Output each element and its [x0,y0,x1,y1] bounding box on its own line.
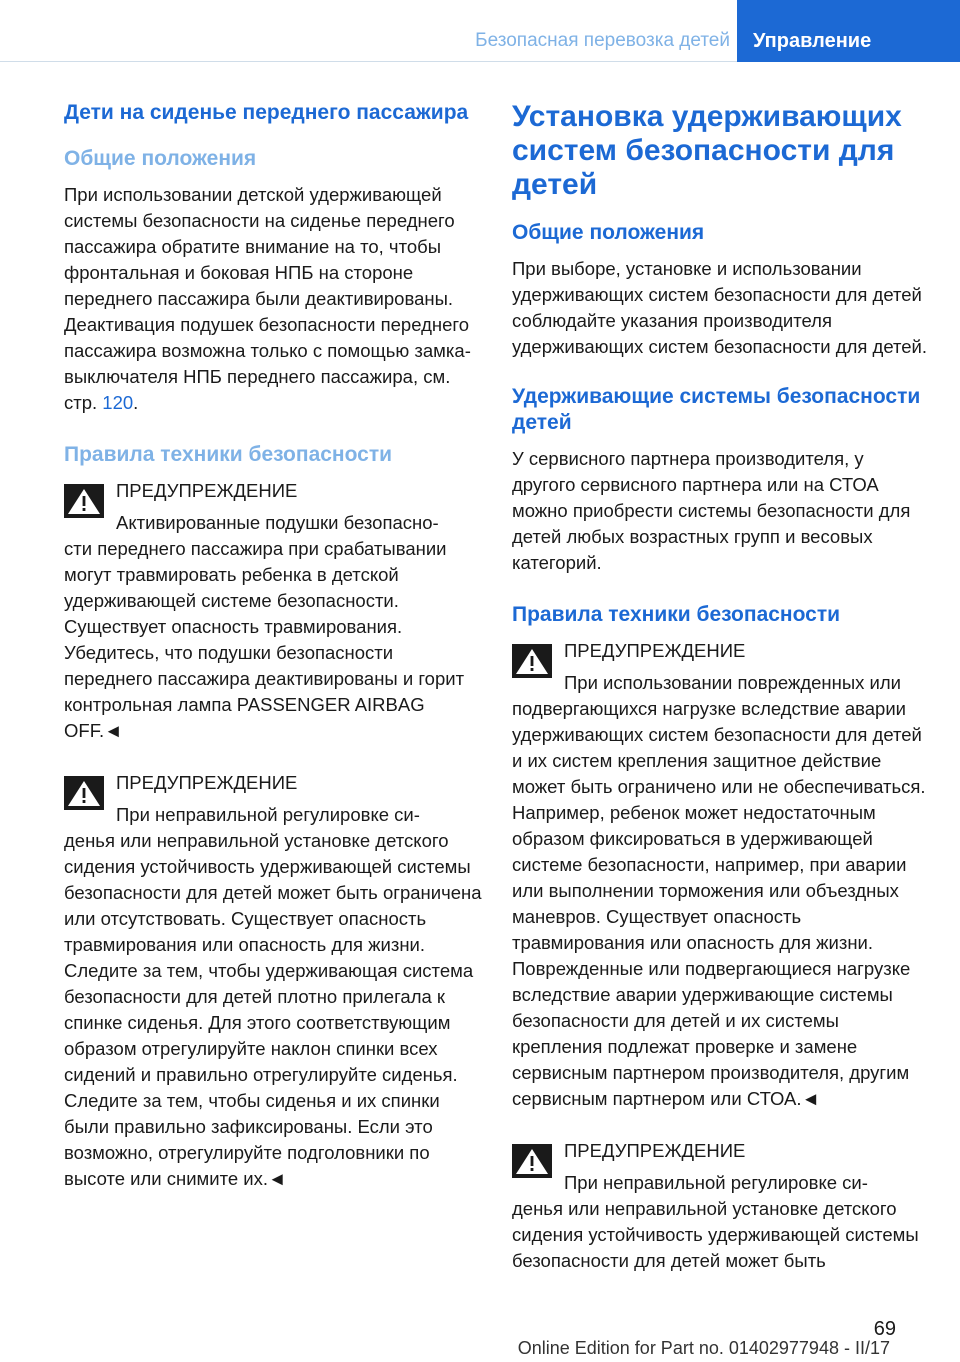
page-link[interactable]: 120 [102,392,134,413]
warning-body: подвергающихся нагрузке вследствие аварии удерживающих систем безопасности для детей и их систем крепления защитное действие может быть ограничено или не обеспечиваться. Например, ребенок может недостаточным образом фиксироваться в удерживающей системе безопасности, например, при аварии или выполнении торможения или объездных маневров. Существует опасность травмирования или опасность для жизни. Поврежденные или подвергающиеся нагрузке вследствие аварии удерживающие системы безопасности для детей и их системы крепления подлежат проверке и замене сервисным партнером производителя, другим сервисным партнером или СТОА.◄ [512,698,926,1109]
warning-body: сти переднего пассажира при срабатывании могут травмировать ребенка в детской удерживающей системе безопасности. Существует опасность травмирования. Убедитесь, что подушки безопасности переднего пассажира деактивированы и горит контрольная лампа PASSENGER AIRBAG OFF.◄ [64,538,465,741]
warning-title: ПРЕДУПРЕЖДЕНИЕ [116,480,298,501]
chapter-tab: Управление [737,0,960,62]
warning-title: ПРЕДУПРЕЖДЕНИЕ [116,772,298,793]
right-warning-2 [512,1138,932,1274]
left-paragraph-1-end: . [133,392,139,413]
warning-first-line: Активированные подушки безопасно- [116,512,439,533]
warning-body: денья или неправильной установке детского сидения устойчивость удерживающей системы безопасности для детей может быть [512,1198,919,1271]
warning-title: ПРЕДУПРЕЖДЕНИЕ [564,640,746,661]
right-paragraph-2: У сервисного партнера производителя, у другого сервисного партнера или на СТОА можно приобрести системы безопасности для детей любых возрастных групп и весовых категорий. [512,448,911,573]
warning-body: денья или неправильной установке детского сидения устойчивость удерживающей системы безопасности для детей может быть ограничена или отсутствовать. Существует опасность травмирования или опасность для жизни. Следите за тем, чтобы удерживающая система безопасности для детей плотно прилегала к спинке сиденья. Для этого соответствующим образом отрегулируйте наклон спинки всех сидений и правильно отрегулируйте сиденья. Следите за тем, чтобы сиденья и их спинки были правильно зафиксированы. Если это возможно, отрегулируйте подголовники по высоте или снимите их.◄ [64,830,482,1189]
left-paragraph-1 [64,182,484,416]
right-warning-1 [512,638,932,1112]
warning-first-line: При неправильной регулировке си- [564,1172,868,1193]
right-subheading-safety: Правила техники безопасности [512,603,841,626]
warning-first-line: При неправильной регулировке си- [116,804,420,825]
warning-title: ПРЕДУПРЕЖДЕНИЕ [564,1140,746,1161]
left-heading: Дети на сиденье переднего пассажира [64,101,469,124]
right-paragraph-1: При выборе, установке и использовании удерживающих систем безопасности для детей соблюдайте указания производителя удерживающих систем безопасности для детей. [512,258,928,357]
section-title: Безопасная перевозка детей [475,30,730,51]
edition-note: Online Edition for Part no. 01402977948 - II/17 [517,1338,890,1358]
left-subheading-general: Общие положения [64,147,257,170]
warning-icon [512,644,552,678]
page-footer [0,1318,960,1362]
page-number: 69 [873,1318,896,1340]
right-column [512,100,932,1294]
right-subheading-systems: Удерживающие системы безопасности детей [512,385,921,434]
warning-icon [512,1144,552,1178]
left-warning-2 [64,770,484,1192]
right-heading: Установка удерживающих систем безопасности для детей [512,100,902,201]
warning-icon [64,776,104,810]
right-subheading-general: Общие положения [512,221,705,244]
header-rule [0,61,737,62]
page-header [0,0,960,62]
warning-first-line: При использовании поврежденных или [564,672,902,693]
left-subheading-safety: Правила техники безопасности [64,443,393,466]
left-warning-1 [64,478,484,744]
left-column [64,100,484,1212]
warning-icon [64,484,104,518]
left-paragraph-1-text: При использовании детской удерживающей системы безопасности на сиденье переднего пассажира обратите внимание на то, чтобы фронтальная и боковая НПБ на стороне переднего пассажира были деактивированы. Деактивация подушек безопасности переднего пассажира возможна только с помощью замка-выключателя НПБ переднего пассажира, см. стр. [64,184,471,413]
